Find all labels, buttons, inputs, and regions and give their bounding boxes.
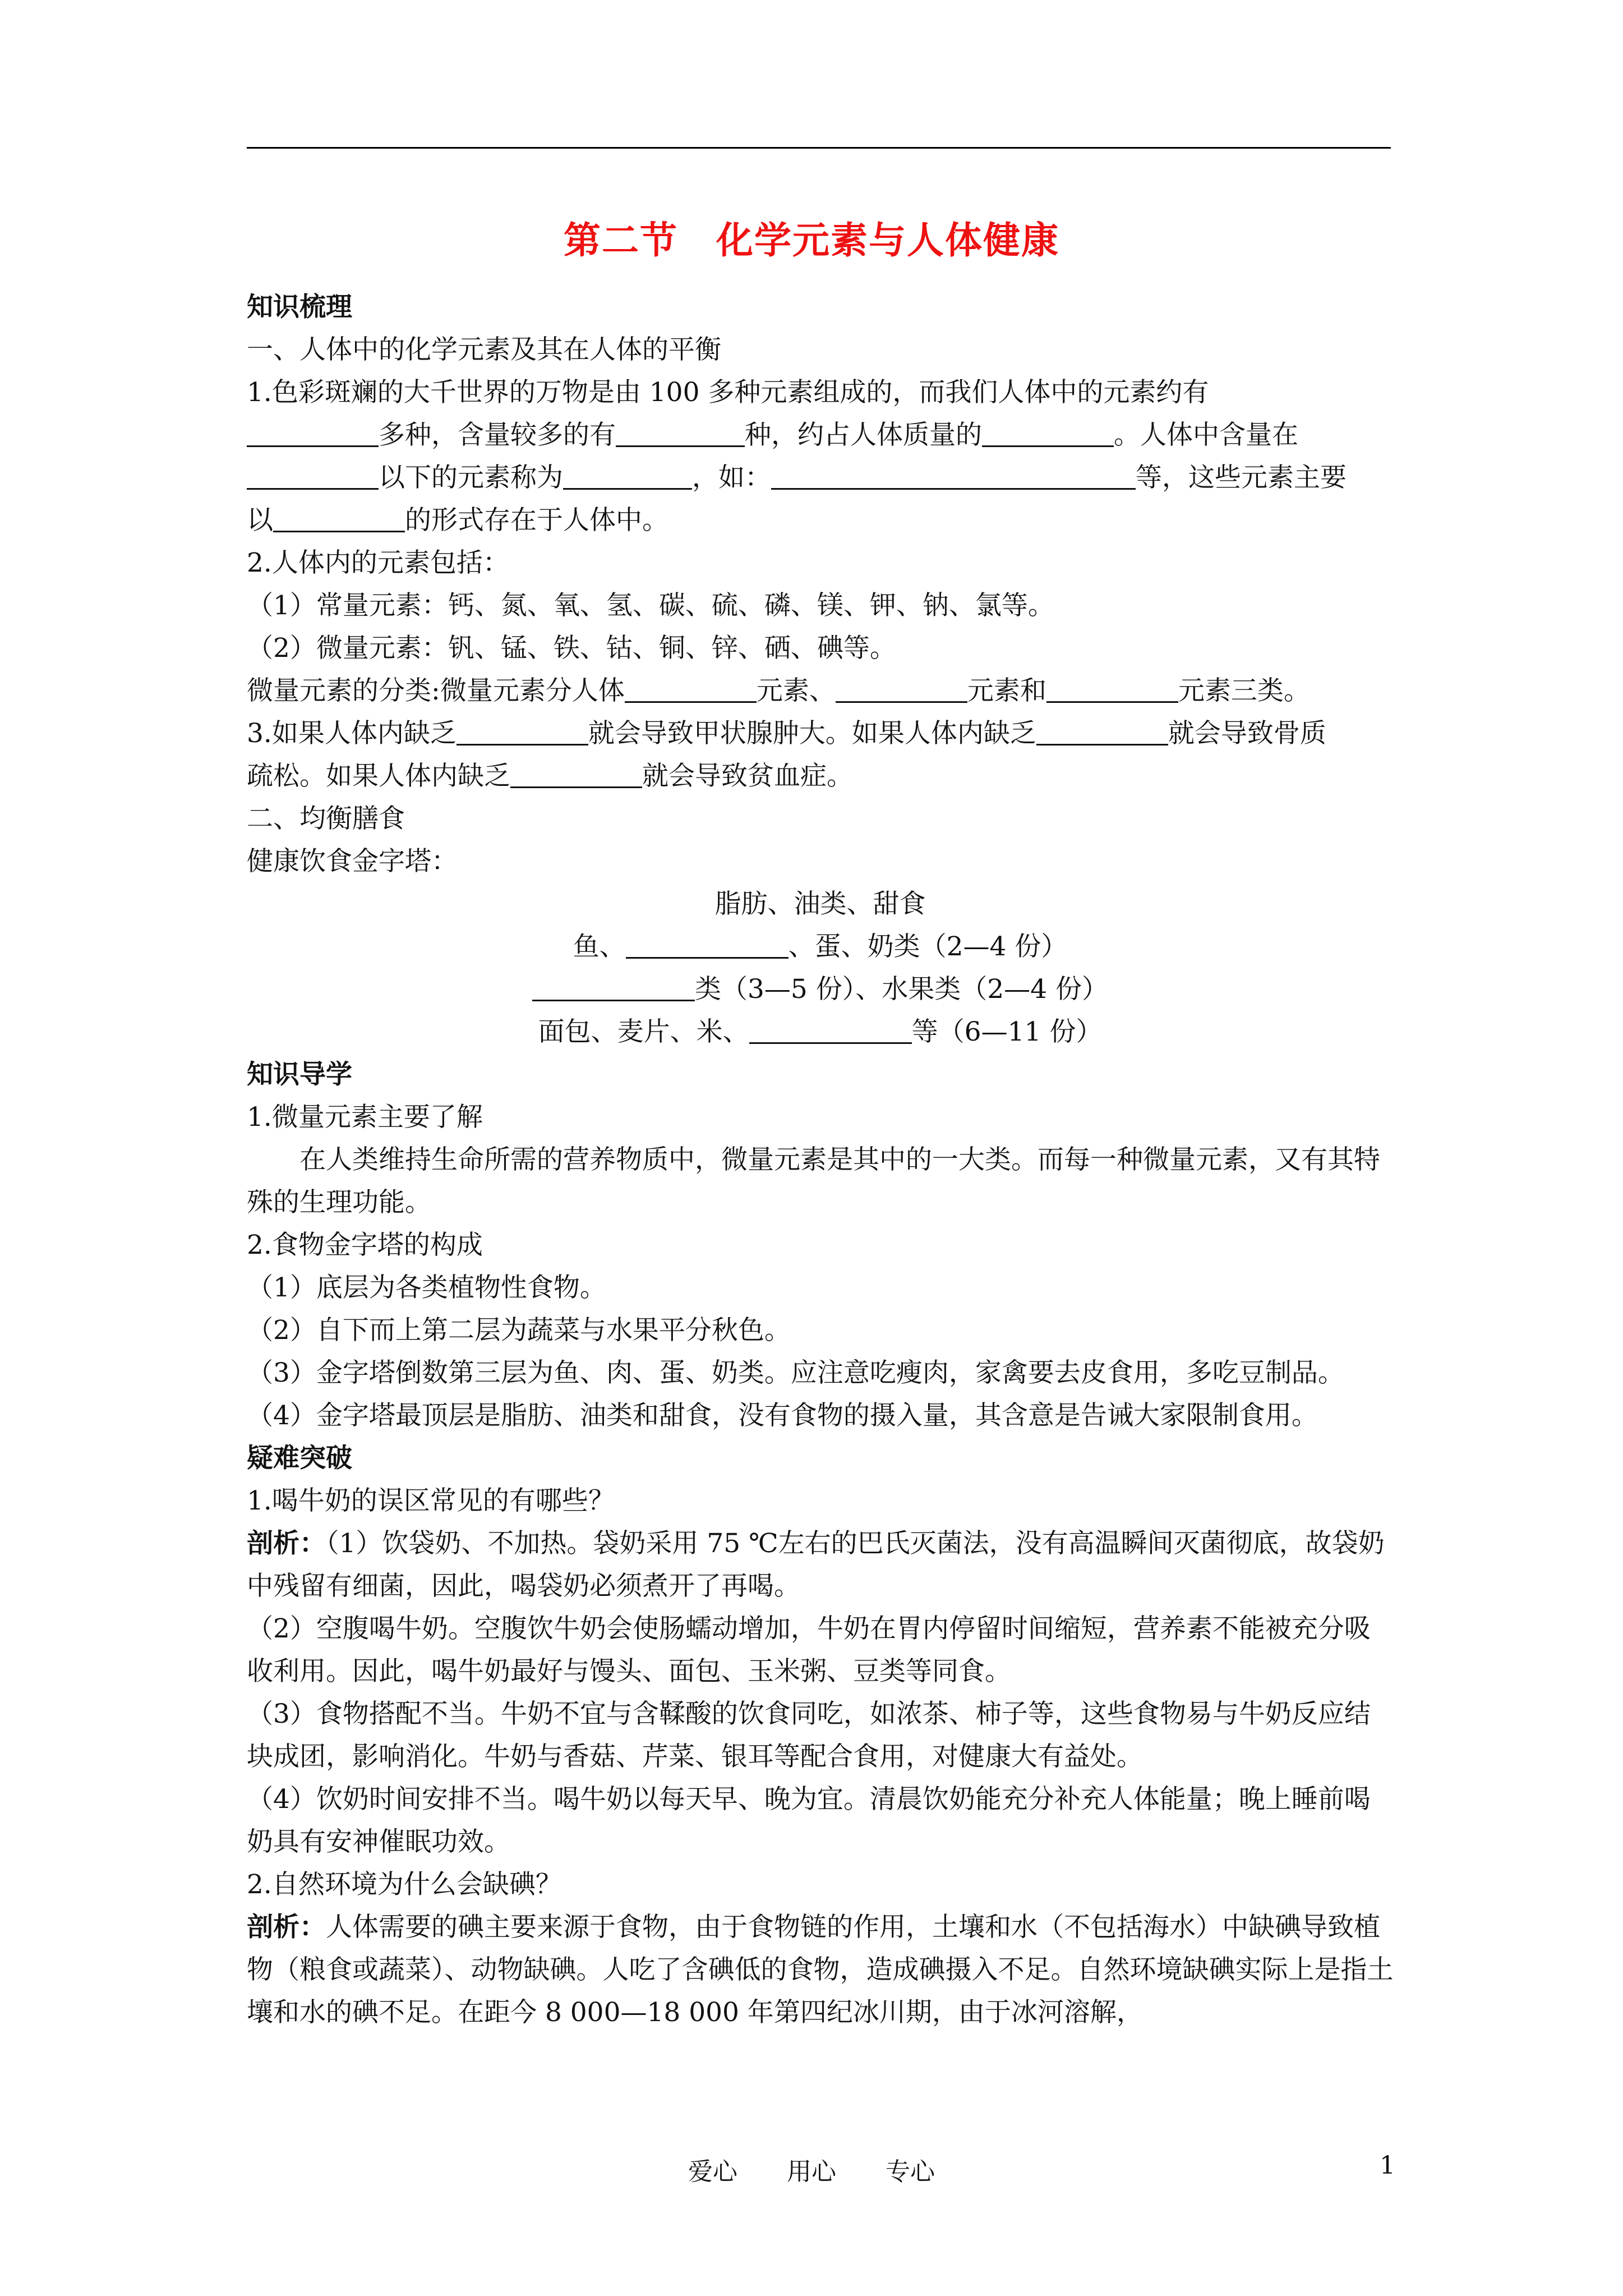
p2-line3: （2）微量元素：钒、锰、铁、钴、铜、锌、硒、碘等。: [247, 633, 896, 664]
text: 元素、: [756, 675, 836, 706]
blank[interactable]: [982, 420, 1114, 447]
p1-line4: [247, 499, 1394, 542]
question-1: 1.喝牛奶的误区常见的有哪些？: [247, 1485, 615, 1516]
document-body: [247, 286, 1394, 2034]
page-number: 1: [1380, 2151, 1395, 2180]
p2-line4: [247, 670, 1394, 712]
guide-item-2d: （4）金字塔最顶层是脂肪、油类和甜食，没有食物的摄入量，其含意是告诫大家限制食用。: [247, 1400, 1318, 1431]
question-2: 2.自然环境为什么会缺碘？: [247, 1869, 562, 1900]
analysis-1c: （3）食物搭配不当。牛奶不宜与含鞣酸的饮食同吃，如浓茶、柿子等，这些食物易与牛奶反应结块成团，影响消化。牛奶与香菇、芹菜、银耳等配合食用，对健康大有益处。: [247, 1699, 1371, 1772]
subsection-elements: 一、人体中的化学元素及其在人体的平衡: [247, 334, 721, 365]
blank[interactable]: [625, 675, 757, 703]
p1-line1: 1.色彩斑斓的大千世界的万物是由 100 多种元素组成的，而我们人体中的元素约有: [247, 377, 1209, 408]
text: 以: [247, 505, 273, 536]
analysis-1b: （2）空腹喝牛奶。空腹饮牛奶会使肠蠕动增加，牛奶在胃内停留时间缩短，营养素不能被充分吸收利用。因此，喝牛奶最好与馒头、面包、玉米粥、豆类等同食。: [247, 1613, 1371, 1687]
pyramid-level-4: [247, 1011, 1394, 1053]
guide-item-2c: （3）金字塔倒数第三层为鱼、肉、蛋、奶类。应注意吃瘦肉，家禽要去皮食用，多吃豆制品。: [247, 1358, 1344, 1388]
text: 类（3—5 份）、水果类（2—4 份）: [695, 974, 1108, 1005]
text: 以下的元素称为: [379, 462, 563, 493]
blank[interactable]: [1046, 675, 1178, 703]
text: 元素和: [967, 675, 1046, 706]
blank[interactable]: [247, 420, 379, 447]
text: 面包、麦片、米、: [538, 1016, 749, 1047]
analysis-label: 剖析：: [247, 1528, 326, 1559]
pyramid-level-1: 脂肪、油类、甜食: [714, 889, 926, 919]
text: 的形式存在于人体中。: [405, 505, 668, 536]
pyramid-level-3: [247, 968, 1394, 1011]
blank[interactable]: [510, 761, 642, 788]
text: 鱼、: [573, 931, 626, 962]
text: 多种，含量较多的有: [379, 420, 616, 450]
blank[interactable]: [273, 505, 405, 532]
blank[interactable]: [247, 462, 379, 490]
blank[interactable]: [616, 420, 745, 447]
pyramid-level-2: [247, 926, 1394, 968]
guide-item-2: 2.食物金字塔的构成: [247, 1230, 483, 1260]
p1-line3: [247, 457, 1394, 499]
blank[interactable]: [771, 462, 1136, 490]
p1-line2: [247, 414, 1394, 457]
header-rule: [247, 147, 1391, 149]
guide-item-1: 1.微量元素主要了解: [247, 1102, 483, 1133]
analysis-label: 剖析：: [247, 1912, 326, 1943]
blank[interactable]: [749, 1016, 912, 1044]
analysis-2: [247, 1906, 1394, 2034]
p3-line1: [247, 712, 1394, 755]
text: 就会导致贫血症。: [642, 761, 853, 792]
text: 就会导致骨质: [1168, 718, 1326, 749]
blank[interactable]: [626, 931, 789, 959]
text: 就会导致甲状腺肿大。如果人体内缺乏: [588, 718, 1036, 749]
text: 3.如果人体内缺乏: [247, 718, 457, 749]
section-heading-difficulties: 疑难突破: [247, 1443, 352, 1474]
text: 疏松。如果人体内缺乏: [247, 761, 510, 792]
text: 。人体中含量在: [1114, 420, 1298, 450]
text: 种，约占人体质量的: [745, 420, 982, 450]
footer-motto: 爱心 用心 专心: [688, 2157, 935, 2186]
pyramid-title: 健康饮食金字塔：: [247, 846, 458, 877]
p3-line2: [247, 755, 1394, 798]
blank[interactable]: [1036, 718, 1168, 746]
blank[interactable]: [836, 675, 967, 703]
guide-item-2a: （1）底层为各类植物性食物。: [247, 1272, 606, 1303]
p2-line1: 2.人体内的元素包括：: [247, 547, 509, 578]
text: 微量元素的分类:微量元素分人体: [247, 675, 625, 706]
section-heading-knowledge: 知识梳理: [247, 292, 352, 323]
blank[interactable]: [563, 462, 692, 490]
page-title: 第二节 化学元素与人体健康: [564, 218, 1059, 262]
p2-line2: （1）常量元素：钙、氮、氧、氢、碳、硫、磷、镁、钾、钠、氯等。: [247, 590, 1054, 621]
subsection-diet: 二、均衡膳食: [247, 803, 405, 834]
analysis-1d: （4）饮奶时间安排不当。喝牛奶以每天早、晚为宜。清晨饮奶能充分补充人体能量；晚上睡前喝奶具有安神催眠功效。: [247, 1784, 1371, 1857]
text: 人体需要的碘主要来源于食物，由于食物链的作用，土壤和水（不包括海水）中缺碘导致植物（粮食或蔬菜）、动物缺碘。人吃了含碘低的食物，造成碘摄入不足。自然环境缺碘实际上是指土壤和水的碘不足。在距今 8 000—18 000 年第四纪冰川期，由于冰河溶解，: [247, 1912, 1394, 2028]
text: 等，这些元素主要: [1136, 462, 1347, 493]
text: 元素三类。: [1178, 675, 1310, 706]
blank[interactable]: [532, 974, 695, 1001]
guide-item-2b: （2）自下而上第二层为蔬菜与水果平分秋色。: [247, 1315, 791, 1346]
text: 等（6—11 份）: [911, 1016, 1103, 1047]
text: ，如：: [692, 462, 771, 493]
guide-item-1-text: 在人类维持生命所需的营养物质中，微量元素是其中的一大类。而每一种微量元素，又有其特殊的生理功能。: [247, 1144, 1380, 1218]
text: 、蛋、奶类（2—4 份）: [788, 931, 1068, 962]
analysis-1a: [247, 1522, 1394, 1608]
blank[interactable]: [457, 718, 588, 746]
text: （1）饮袋奶、不加热。袋奶采用 75 ℃左右的巴氏灭菌法，没有高温瞬间灭菌彻底，故袋奶中残留有细菌，因此，喝袋奶必须煮开了再喝。: [247, 1528, 1385, 1602]
section-heading-guide: 知识导学: [247, 1059, 352, 1090]
